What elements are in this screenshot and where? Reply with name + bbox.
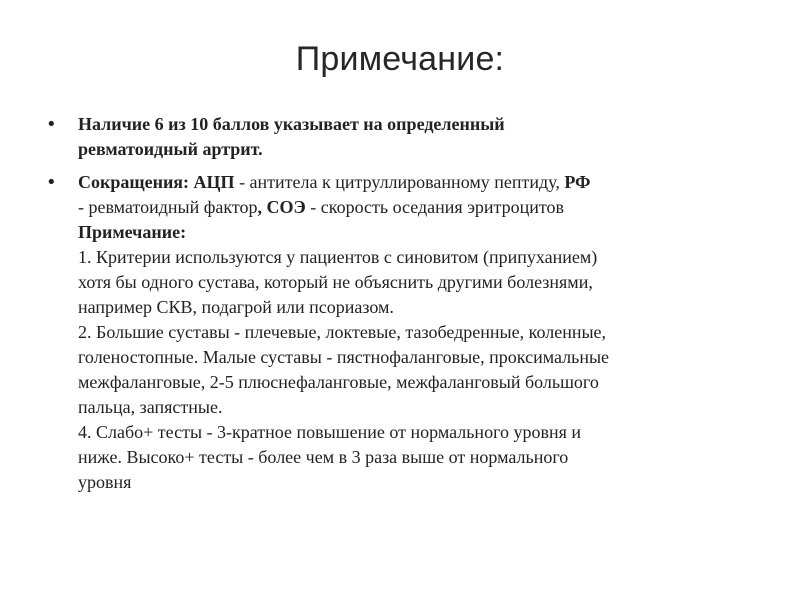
note-label: Примечание: [78, 222, 187, 242]
slide-title: Примечание: [295, 40, 505, 78]
note-line: уровня [78, 472, 132, 492]
score-text-line-2: ревматоидный артрит. [78, 139, 263, 159]
note-line: голеностопные. Малые суставы - пястнофаланговые, проксимальные [78, 347, 610, 367]
bullet-item-abbreviations [40, 170, 750, 495]
abbr-acp: АЦП [193, 172, 235, 192]
note-line: пальца, запястные. [78, 397, 223, 417]
note-line: ниже. Высоко+ тесты - более чем в 3 раза выше от нормального [78, 447, 569, 467]
abbreviations-line-2 [78, 195, 750, 220]
score-text-line-1: Наличие 6 из 10 баллов указывает на определенный [78, 114, 505, 134]
note-line: хотя бы одного сустава, который не объяснить другими болезнями, [78, 272, 593, 292]
note-line: например СКВ, подагрой или псориазом. [78, 297, 394, 317]
bullet-item-score [40, 112, 750, 162]
abbr-soe-definition: - скорость оседания эритроцитов [305, 197, 565, 217]
abbr-soe: СОЭ [266, 197, 306, 217]
note-line: 2. Большие суставы - плечевые, локтевые, тазобедренные, коленные, [78, 322, 607, 342]
abbr-acp-definition: - антитела к цитруллированному пептиду, [234, 172, 565, 192]
bullet-list [40, 112, 750, 503]
note-line: 4. Слабо+ тесты - 3-кратное повышение от нормального уровня и [78, 422, 582, 442]
note-line: 1. Критерии используются у пациентов с синовитом (припуханием) [78, 247, 598, 267]
abbreviations-label: Сокращения: [78, 172, 190, 192]
note-line: межфаланговые, 2-5 плюснефаланговые, межфаланговый большого [78, 372, 599, 392]
abbr-rf: РФ [564, 172, 591, 192]
abbreviations-line-1 [78, 170, 750, 195]
abbr-rf-definition: - ревматоидный фактор [78, 197, 258, 217]
bullet-icon: • [46, 114, 57, 135]
bullet-icon: • [46, 172, 57, 193]
abbr-comma: , [257, 197, 267, 217]
